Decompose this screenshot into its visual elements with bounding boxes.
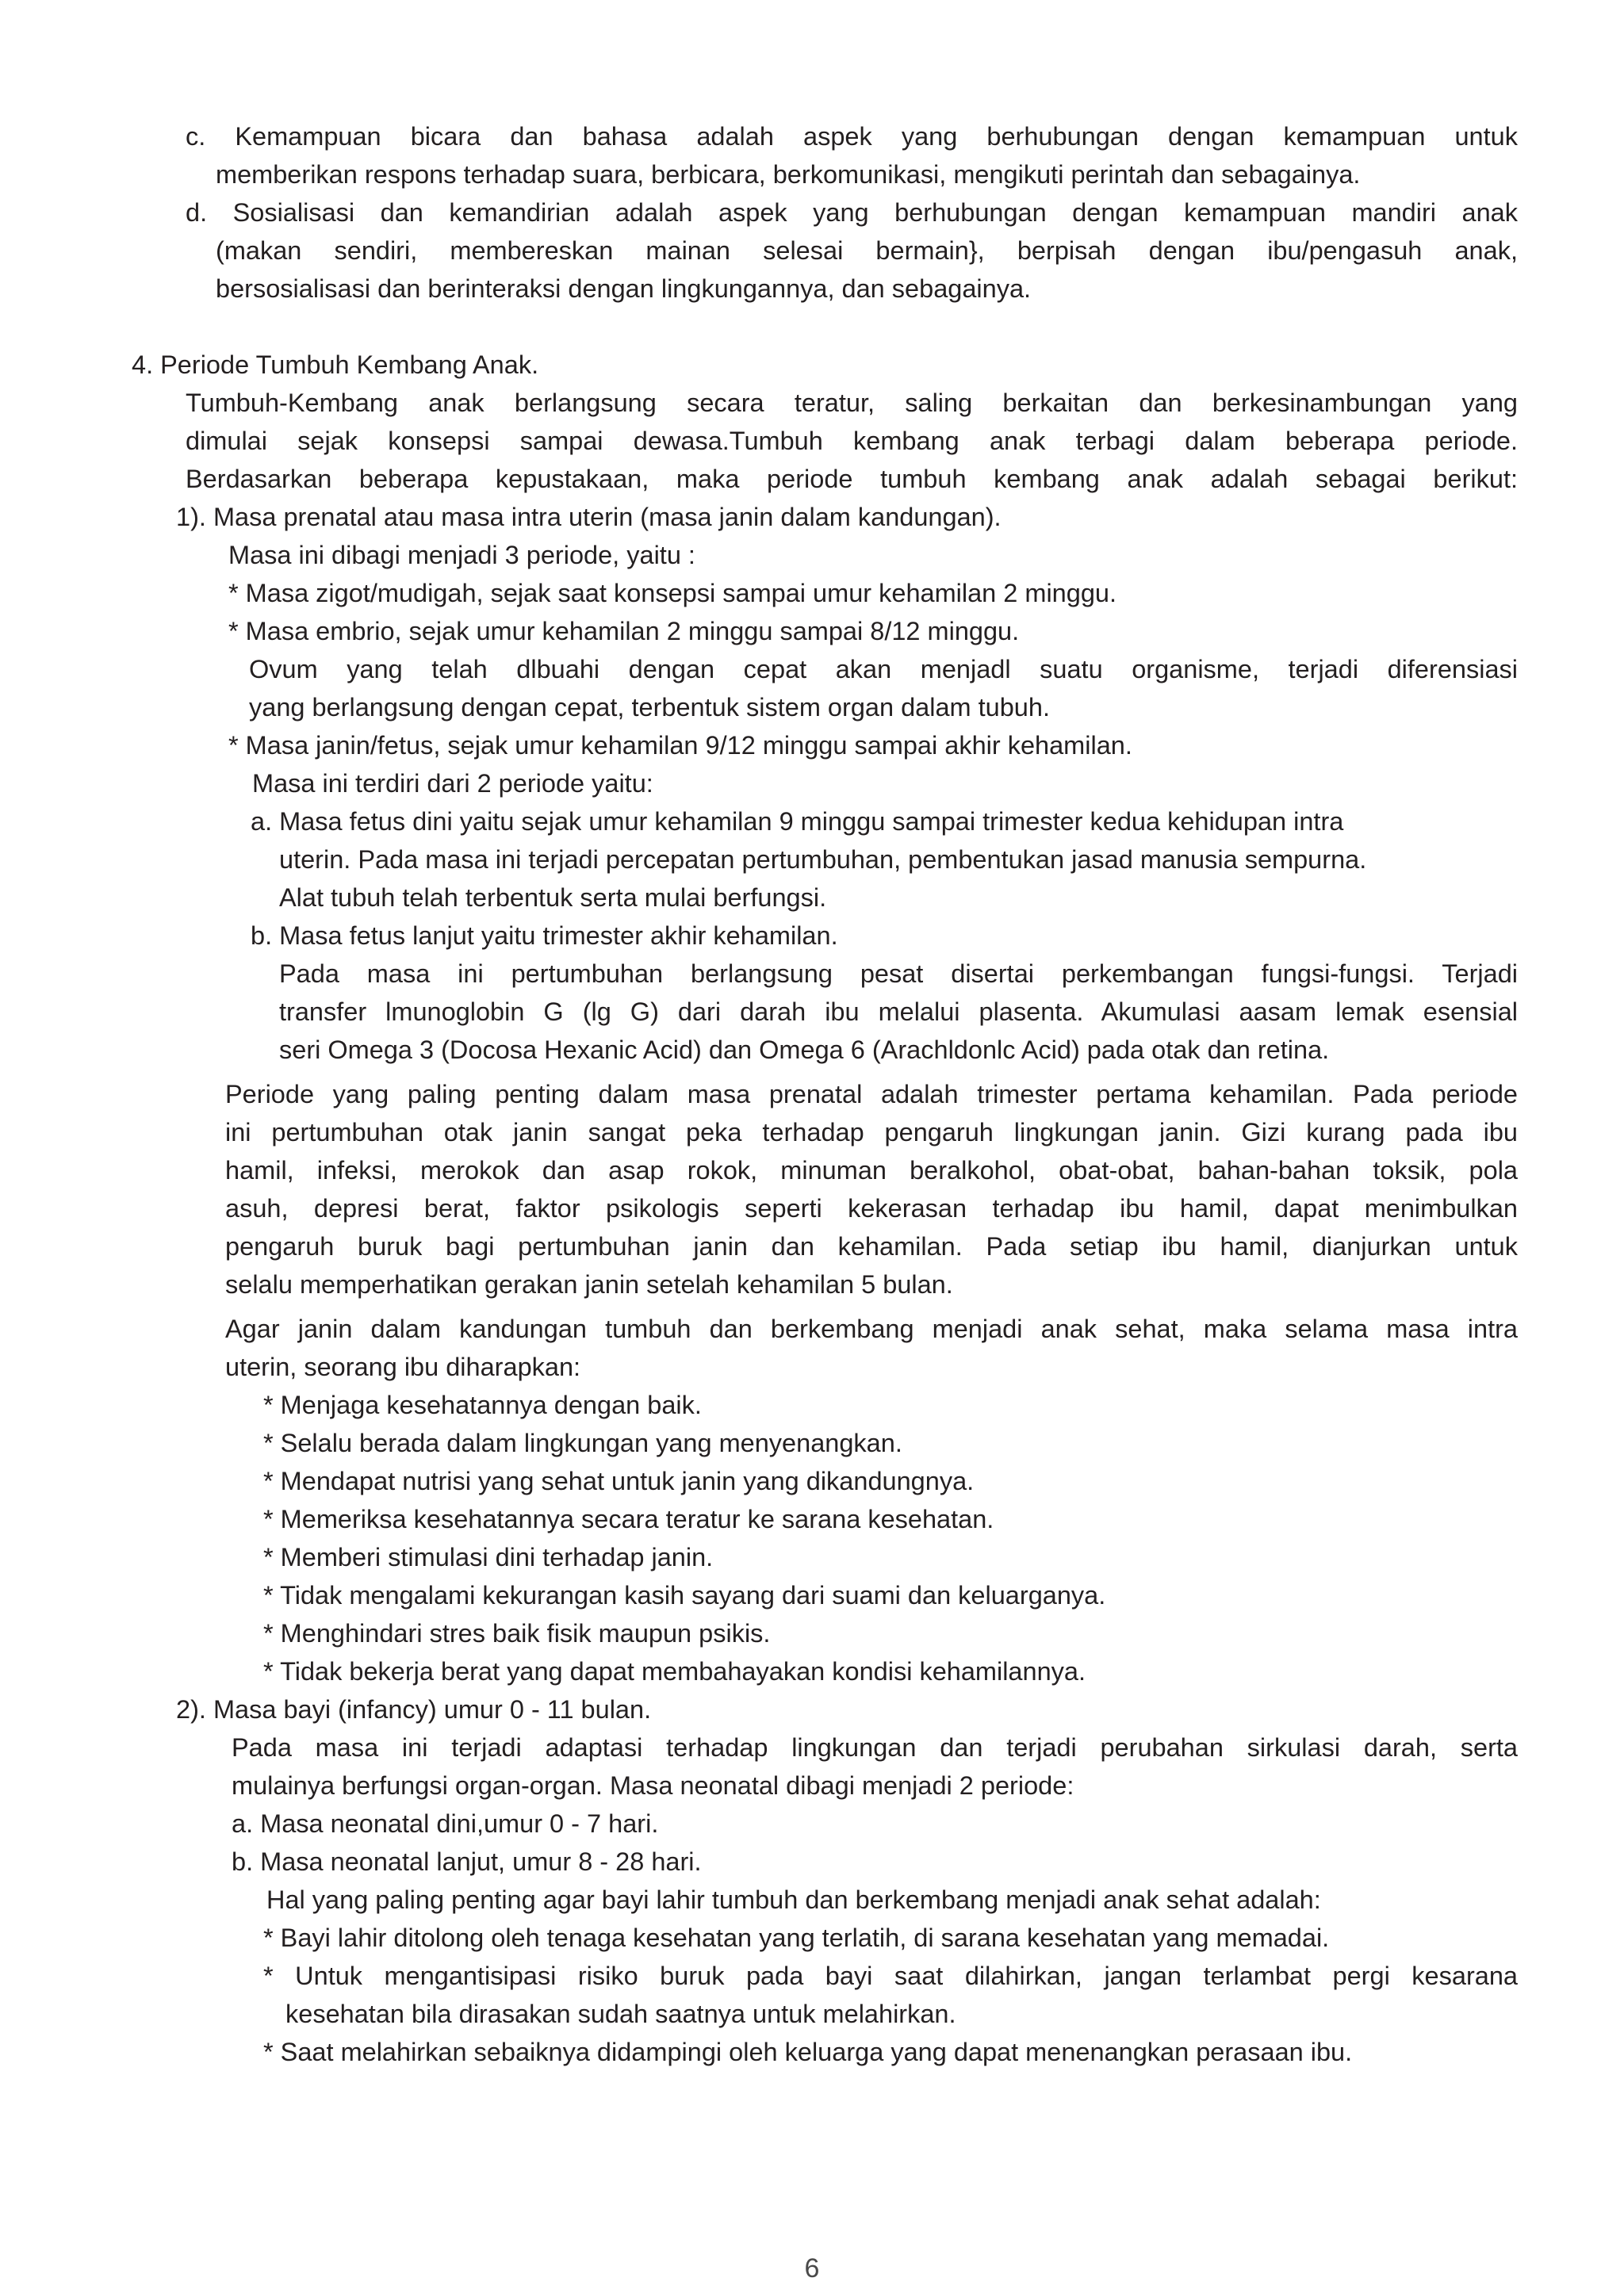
agar-janin-line-1: Agar janin dalam kandungan tumbuh dan berkembang menjadi anak sehat, maka selama masa intra [225, 1315, 1518, 1343]
fetus-lanjut-line-3: transfer lmunoglobin G (lg G) dari darah ibu melalui plasenta. Akumulasi aasam lemak esensial [279, 997, 1518, 1026]
item-d-line-2: (makan sendiri, membereskan mainan selesai bermain}, berpisah dengan ibu/pengasuh anak, [216, 236, 1518, 265]
embrio-desc-line-2: yang berlangsung dengan cepat, terbentuk sistem organ dalam tubuh. [249, 693, 1050, 722]
neonatal-dini: a. Masa neonatal dini,umur 0 - 7 hari. [232, 1809, 659, 1838]
item-d-line-3: bersosialisasi dan berinteraksi dengan lingkungannya, dan sebagainya. [216, 274, 1032, 303]
bayi-item-2-line-2: kesehatan bila dirasakan sudah saatnya untuk melahirkan. [285, 2000, 956, 2028]
prenatal-para-line-4: asuh, depresi berat, faktor psikologis seperti kekerasan terhadap ibu hamil, dapat menimbulkan [225, 1194, 1518, 1223]
fetus-lanjut-line-1: b. Masa fetus lanjut yaitu trimester akhir kehamilan. [251, 921, 838, 950]
prenatal-para-line-2: ini pertumbuhan otak janin sangat peka terhadap pengaruh lingkungan janin. Gizi kurang pada ibu [225, 1118, 1518, 1146]
prenatal-para-line-3: hamil, infeksi, merokok dan asap rokok, minuman beralkohol, obat-obat, bahan-bahan toksik, pola [225, 1156, 1518, 1185]
hope-item-2: * Selalu berada dalam lingkungan yang menyenangkan. [263, 1429, 902, 1457]
item-d-line-1: d. Sosialisasi dan kemandirian adalah aspek yang berhubungan dengan kemampuan mandiri anak [186, 198, 1518, 227]
period-1-heading: 1). Masa prenatal atau masa intra uterin (masa janin dalam kandungan). [176, 503, 1002, 531]
bayi-item-3: * Saat melahirkan sebaiknya didampingi oleh keluarga yang dapat menenangkan perasaan ibu. [263, 2038, 1353, 2066]
section-4-heading: 4. Periode Tumbuh Kembang Anak. [132, 350, 539, 379]
bayi-item-2-line-1: * Untuk mengantisipasi risiko buruk pada bayi saat dilahirkan, jangan terlambat pergi kesarana [263, 1962, 1518, 1990]
fetus-dini-line-1: a. Masa fetus dini yaitu sejak umur kehamilan 9 minggu sampai trimester kedua kehidupan intra [251, 807, 1344, 836]
prenatal-para-line-5: pengaruh buruk bagi pertumbuhan janin dan kehamilan. Pada setiap ibu hamil, dianjurkan untuk [225, 1232, 1518, 1261]
section-4-intro-line-3: Berdasarkan beberapa kepustakaan, maka periode tumbuh kembang anak adalah sebagai berikut: [186, 465, 1518, 493]
agar-janin-line-2: uterin, seorang ibu diharapkan: [225, 1353, 581, 1381]
bullet-janin: * Masa janin/fetus, sejak umur kehamilan 9/12 minggu sampai akhir kehamilan. [228, 731, 1132, 760]
fetus-lanjut-line-4: seri Omega 3 (Docosa Hexanic Acid) dan Omega 6 (Arachldonlc Acid) pada otak dan retina. [279, 1035, 1330, 1064]
item-c-line-2: memberikan respons terhadap suara, berbicara, berkomunikasi, mengikuti perintah dan sebagainya. [216, 160, 1361, 189]
hope-item-4: * Memeriksa kesehatannya secara teratur ke sarana kesehatan. [263, 1505, 994, 1533]
hope-item-1: * Menjaga kesehatannya dengan baik. [263, 1391, 702, 1419]
period-2-line-2: mulainya berfungsi organ-organ. Masa neonatal dibagi menjadi 2 periode: [232, 1771, 1074, 1800]
section-4-intro-line-1: Tumbuh-Kembang anak berlangsung secara teratur, saling berkaitan dan berkesinambungan yang [186, 389, 1518, 417]
hope-item-6: * Tidak mengalami kekurangan kasih sayang dari suami dan keluarganya. [263, 1581, 1106, 1610]
period-1-intro: Masa ini dibagi menjadi 3 periode, yaitu : [228, 541, 695, 569]
bullet-zigot: * Masa zigot/mudigah, sejak saat konsepsi sampai umur kehamilan 2 minggu. [228, 579, 1117, 607]
fetus-lanjut-line-2: Pada masa ini pertumbuhan berlangsung pesat disertai perkembangan fungsi-fungsi. Terjadi [279, 959, 1518, 988]
period-2-line-1: Pada masa ini terjadi adaptasi terhadap lingkungan dan terjadi perubahan sirkulasi darah, serta [232, 1733, 1518, 1762]
bayi-item-1: * Bayi lahir ditolong oleh tenaga kesehatan yang terlatih, di sarana kesehatan yang memadai. [263, 1924, 1330, 1952]
prenatal-para-line-1: Periode yang paling penting dalam masa prenatal adalah trimester pertama kehamilan. Pada periode [225, 1080, 1518, 1108]
janin-intro: Masa ini terdiri dari 2 periode yaitu: [252, 769, 653, 798]
hope-item-3: * Mendapat nutrisi yang sehat untuk janin yang dikandungnya. [263, 1467, 975, 1495]
bullet-embrio: * Masa embrio, sejak umur kehamilan 2 minggu sampai 8/12 minggu. [228, 617, 1020, 645]
section-4-intro-line-2: dimulai sejak konsepsi sampai dewasa.Tumbuh kembang anak terbagi dalam beberapa periode. [186, 427, 1518, 455]
bayi-intro: Hal yang paling penting agar bayi lahir tumbuh dan berkembang menjadi anak sehat adalah: [266, 1885, 1321, 1914]
period-2-heading: 2). Masa bayi (infancy) umur 0 - 11 bulan. [176, 1695, 652, 1724]
fetus-dini-line-2: uterin. Pada masa ini terjadi percepatan pertumbuhan, pembentukan jasad manusia sempurna. [279, 845, 1367, 874]
hope-item-8: * Tidak bekerja berat yang dapat membahayakan kondisi kehamilannya. [263, 1657, 1086, 1686]
fetus-dini-line-3: Alat tubuh telah terbentuk serta mulai berfungsi. [279, 883, 827, 912]
neonatal-lanjut: b. Masa neonatal lanjut, umur 8 - 28 hari. [232, 1847, 702, 1876]
hope-item-5: * Memberi stimulasi dini terhadap janin. [263, 1543, 714, 1571]
prenatal-para-line-6: selalu memperhatikan gerakan janin setelah kehamilan 5 bulan. [225, 1270, 953, 1299]
item-c-line-1: c. Kemampuan bicara dan bahasa adalah aspek yang berhubungan dengan kemampuan untuk [186, 122, 1518, 151]
page-number: 6 [804, 2253, 820, 2283]
hope-item-7: * Menghindari stres baik fisik maupun psikis. [263, 1619, 771, 1648]
embrio-desc-line-1: Ovum yang telah dlbuahi dengan cepat akan menjadl suatu organisme, terjadi diferensiasi [249, 655, 1518, 683]
